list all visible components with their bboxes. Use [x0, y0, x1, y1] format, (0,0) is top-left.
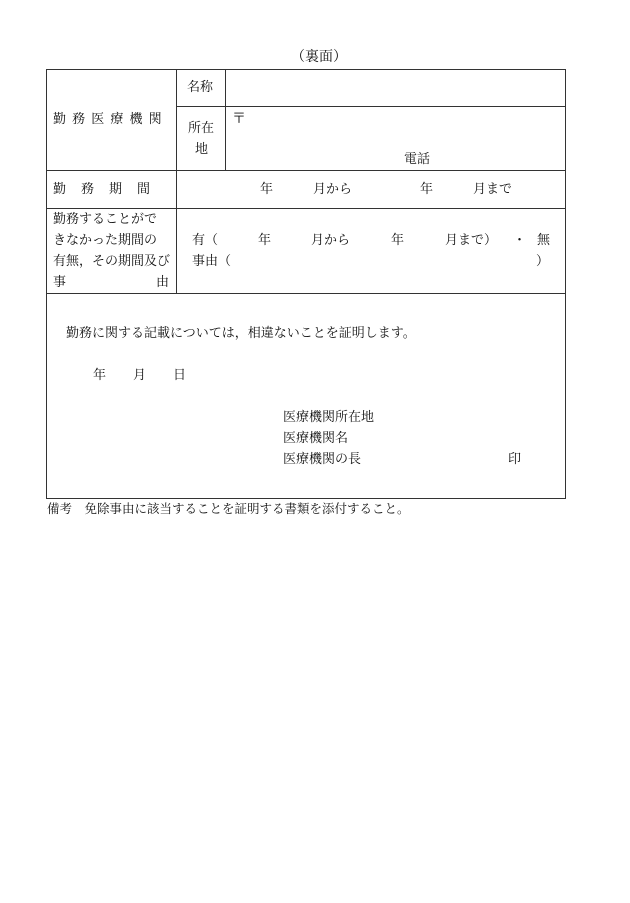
period-until: 月まで	[473, 182, 513, 197]
cert-day: 日	[173, 368, 187, 383]
page-header: （裏面）	[291, 49, 347, 65]
note: 備考 免除事由に該当することを証明する書類を添付すること。	[47, 501, 410, 516]
phone-label: 電話	[404, 152, 431, 167]
absence-label-line3: 有無，その期間及び	[53, 254, 171, 269]
cert-seal: 印	[508, 452, 522, 467]
postal-mark: 〒	[232, 111, 246, 127]
absence-has: 有（	[192, 233, 219, 248]
address-label-1: 所在	[188, 121, 215, 136]
rule	[46, 208, 566, 209]
name-label: 名称	[187, 80, 214, 95]
absence-label-line1: 勤務することがで	[53, 212, 158, 227]
cert-address: 医療機関所在地	[283, 410, 375, 425]
absence-label-line4	[53, 276, 169, 289]
rule	[225, 69, 226, 170]
institution-label: 勤 務 医 療 機 関	[53, 112, 163, 127]
rule	[46, 293, 566, 294]
absence-reason-open: 事由（	[192, 254, 232, 269]
cert-month: 月	[133, 368, 147, 383]
rule	[46, 170, 566, 171]
absence-none: 無	[537, 233, 551, 248]
absence-reason-close: ）	[536, 254, 550, 269]
rule	[46, 69, 566, 70]
address-label-2: 地	[195, 142, 209, 157]
rule	[46, 498, 566, 499]
absence-from: 月から	[311, 233, 351, 248]
rule	[176, 69, 177, 293]
absence-label-line4-a: 事	[53, 275, 67, 290]
rule	[176, 106, 566, 107]
rule	[565, 69, 566, 499]
cert-name: 医療機関名	[283, 431, 349, 446]
absence-year1: 年	[258, 233, 272, 248]
absence-year2: 年	[391, 233, 405, 248]
period-year1: 年	[260, 182, 274, 197]
absence-label-line4-b: 由	[155, 275, 169, 290]
absence-dot: ・	[513, 233, 527, 248]
absence-until: 月まで）	[445, 233, 498, 248]
cert-head: 医療機関の長	[283, 452, 362, 467]
period-year2: 年	[420, 182, 434, 197]
rule	[46, 69, 47, 499]
certification-statement: 勤務に関する記載については，相違ないことを証明します。	[66, 326, 416, 341]
period-label: 勤 務 期 間	[53, 182, 152, 197]
period-from: 月から	[313, 182, 353, 197]
cert-year: 年	[93, 368, 107, 383]
absence-label-line2: きなかった期間の	[53, 233, 158, 248]
